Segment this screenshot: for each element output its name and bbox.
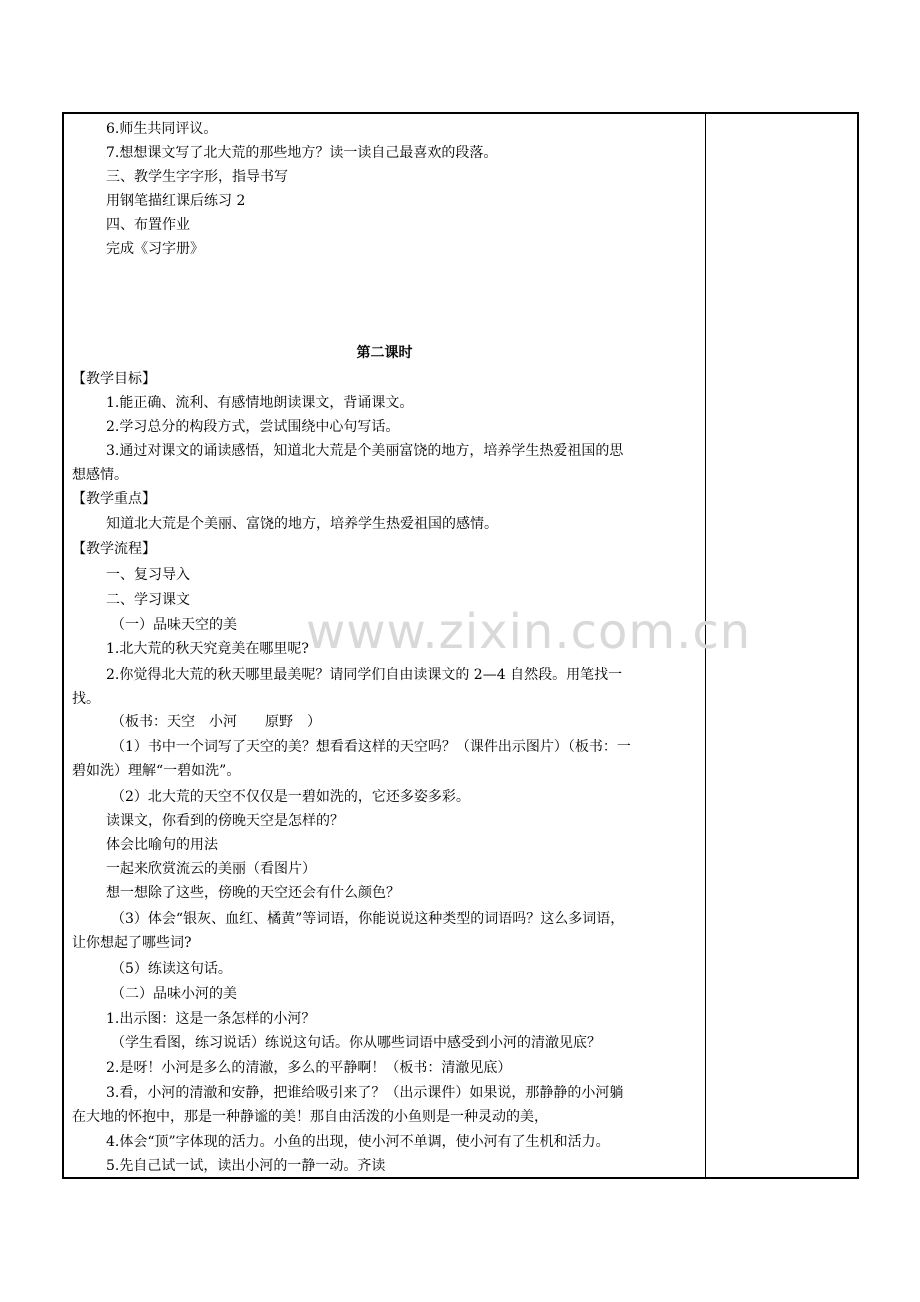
text-line: 在大地的怀抱中，那是一种静谧的美！那自由活泼的小鱼则是一种灵动的美，	[72, 1109, 548, 1125]
text-line: 知道北大荒是个美丽、富饶的地方，培养学生热爱祖国的感情。	[106, 516, 498, 532]
text-line: 4.体会“顶”字体现的活力。小鱼的出现，使小河不单调，使小河有了生机和活力。	[106, 1134, 610, 1150]
text-line: 3.看，小河的清澈和安静，把谁给吸引来了？（出示课件）如果说，那静静的小河躺	[106, 1085, 624, 1101]
text-line: 完成《习字册》	[106, 241, 204, 257]
text-line: （一）品味天空的美	[111, 617, 237, 633]
text-line: 想一想除了这些，傍晚的天空还会有什么颜色？	[106, 885, 400, 901]
text-line: 让你想起了哪些词?	[72, 935, 192, 951]
text-line: 用钢笔描红课后练习 2	[106, 193, 246, 209]
text-line: 1.出示图：这是一条怎样的小河？	[106, 1011, 316, 1027]
section-label: 【教学目标】	[72, 371, 156, 387]
watermark: www.zixin.com.cn	[306, 604, 752, 660]
text-line: 体会比喻句的用法	[106, 837, 218, 853]
section-heading: 第二课时	[356, 345, 413, 361]
text-line: 四、布置作业	[106, 217, 190, 233]
text-line: （3）体会“银灰、血红、橘黄”等词语，你能说说这种类型的词语吗？这么多词语，	[111, 911, 625, 927]
text-line: 碧如洗）理解“一碧如洗”。	[72, 763, 241, 779]
text-line: （1）书中一个词写了天空的美？想看看这样的天空吗？（课件出示图片）（板书：一	[111, 739, 631, 755]
text-line: （2）北大荒的天空不仅仅是一碧如洗的，它还多姿多彩。	[111, 789, 470, 805]
text-line: （学生看图，练习说话）练说这句话。你从哪些词语中感受到小河的清澈见底？	[111, 1035, 601, 1051]
text-line: 二、学习课文	[106, 592, 190, 608]
text-line: （5）练读这句话。	[111, 961, 232, 977]
text-line: （板书：天空 小河 原野 ）	[111, 714, 321, 730]
text-line: 2.学习总分的构段方式，尝试围绕中心句写话。	[106, 419, 400, 435]
text-line: 5.先自己试一试，读出小河的一静一动。齐读	[106, 1158, 386, 1174]
text-line: 2.是呀！小河是多么的清澈，多么的平静啊！（板书：清澈见底）	[106, 1060, 512, 1076]
text-line: 7.想想课文写了北大荒的那些地方？读一读自己最喜欢的段落。	[106, 145, 498, 161]
text-line: 读课文，你看到的傍晚天空是怎样的？	[106, 813, 344, 829]
text-line: 想感情。	[72, 467, 128, 483]
text-line: 1.能正确、流利、有感情地朗读课文，背诵课文。	[106, 395, 414, 411]
section-label: 【教学重点】	[72, 491, 156, 507]
text-line: （二）品味小河的美	[111, 986, 237, 1002]
text-line: 三、教学生字字形，指导书写	[106, 169, 288, 185]
text-line: 一起来欣赏流云的美丽（看图片）	[106, 861, 316, 877]
text-line: 一、复习导入	[106, 567, 190, 583]
text-line: 6.师生共同评议。	[106, 121, 218, 137]
section-label: 【教学流程】	[72, 541, 156, 557]
text-line: 1.北大荒的秋天究竟美在哪里呢?	[106, 641, 309, 657]
text-line: 2.你觉得北大荒的秋天哪里最美呢？请同学们自由读课文的 2—4 自然段。用笔找一	[106, 667, 623, 683]
text-line: 找。	[72, 691, 100, 707]
text-line: 3.通过对课文的诵读感悟，知道北大荒是个美丽富饶的地方，培养学生热爱祖国的思	[106, 443, 624, 459]
